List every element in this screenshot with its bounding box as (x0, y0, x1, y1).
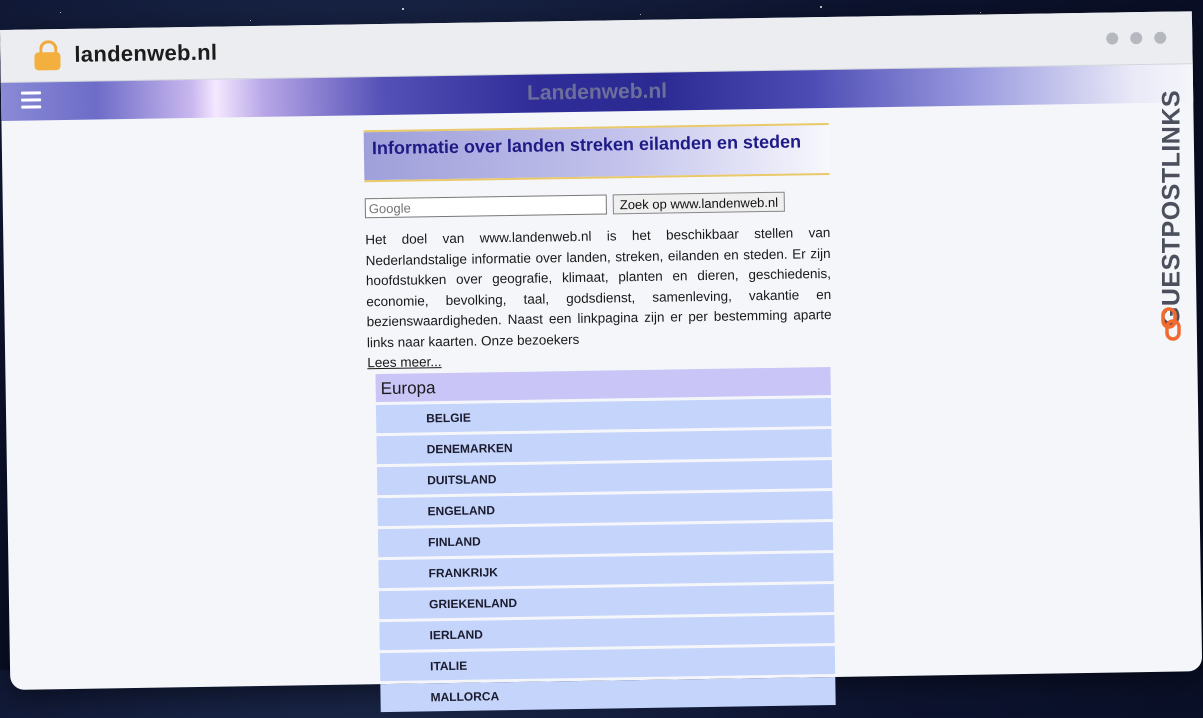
search-row (365, 191, 830, 218)
chain-link-icon (1160, 306, 1182, 342)
guestpostlinks-watermark (1154, 58, 1190, 358)
country-duitsland[interactable]: DUITSLAND (377, 460, 832, 495)
country-belgie[interactable]: BELGIE (376, 398, 831, 433)
window-dot-icon[interactable] (1106, 32, 1118, 44)
window-controls (1106, 32, 1166, 45)
country-denemarken[interactable]: DENEMARKEN (376, 429, 831, 464)
search-button[interactable]: Zoek op www.landenweb.nl (613, 192, 786, 215)
page-heading-box (364, 123, 830, 182)
country-frankrijk[interactable]: FRANKRIJK (378, 553, 833, 588)
window-dot-icon[interactable] (1154, 32, 1166, 44)
read-more-link[interactable]: Lees meer... (367, 354, 442, 371)
intro-text: Het doel van www.landenweb.nl is het beschikbaar stellen van Nederlandstalige informatie over landen, streken, eilanden en steden. Er zijn hoofdstukken over geografie, klimaat, planten en dieren, geschiedenis, economie, bevolking, taal, godsdienst, samenleving, vakantie en bezienswaardigheden. Naast een linkpagina zijn er per bestemming aparte links naar kaarten. Onze bezoekers (365, 224, 832, 350)
country-finland[interactable]: FINLAND (378, 522, 833, 557)
address-bar-url[interactable]: landenweb.nl (74, 39, 218, 67)
window-dot-icon[interactable] (1130, 32, 1142, 44)
search-input[interactable] (365, 194, 607, 218)
country-engeland[interactable]: ENGELAND (377, 491, 832, 526)
region-header: Europa (375, 367, 830, 402)
watermark-text: GUESTPOSTLINKS (1157, 89, 1186, 327)
region-europa (375, 367, 835, 712)
browser-window (0, 11, 1202, 705)
country-ierland[interactable]: IERLAND (379, 615, 834, 650)
site-title: Landenweb.nl (526, 79, 668, 105)
country-griekenland[interactable]: GRIEKENLAND (379, 584, 834, 619)
main-content (364, 123, 838, 712)
country-italie[interactable]: ITALIE (380, 646, 835, 681)
page-title: Informatie over landen streken eilanden en steden (371, 131, 802, 159)
country-mallorca[interactable]: MALLORCA (380, 677, 835, 712)
lock-icon (34, 40, 60, 70)
